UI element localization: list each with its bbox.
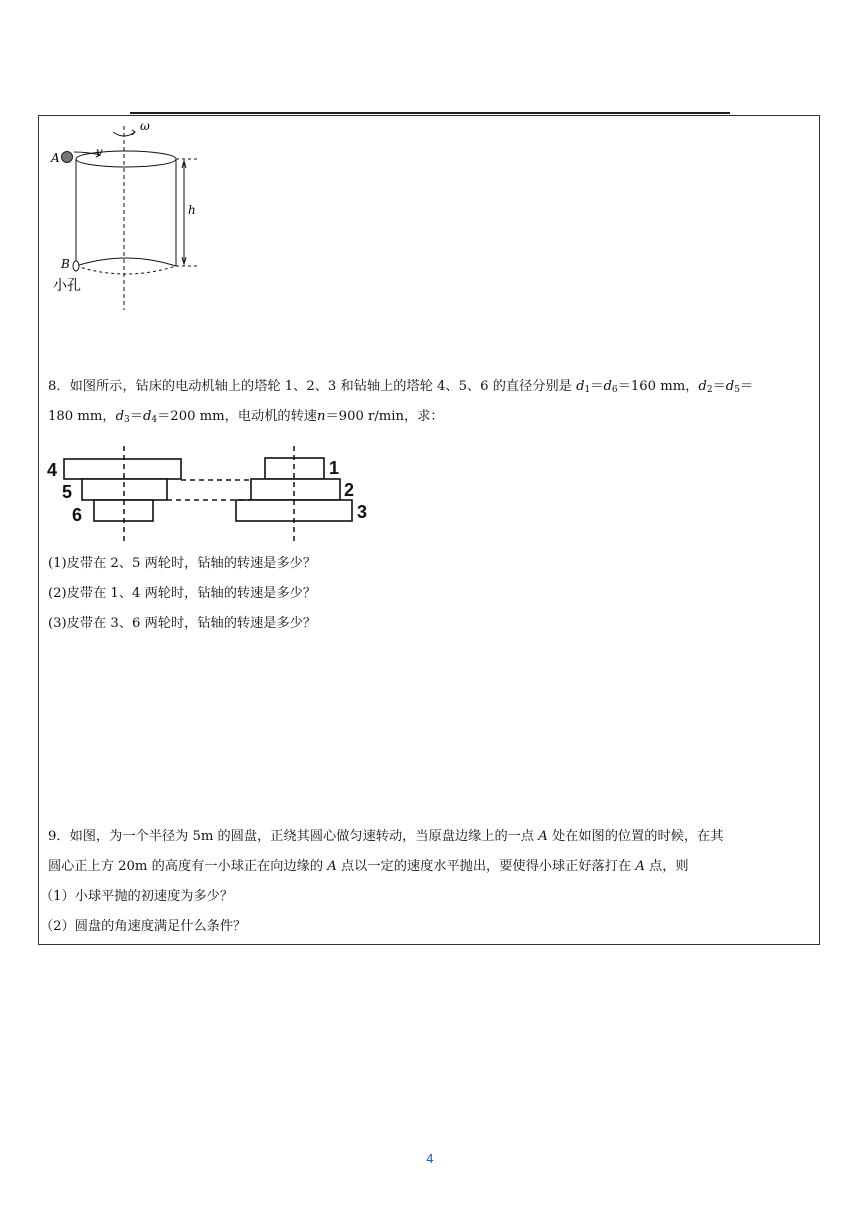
q9-point-a: A [538,829,548,844]
q9-line1 [48,828,723,846]
q8-sub2: (2)皮带在 1、4 两轮时，钻轴的转速是多少？ [48,586,317,601]
hole-label: 小孔 [53,278,81,294]
q8-line1: 8．如图所示，钻床的电动机轴上的塔轮 1、2、3 和钻轴上的塔轮 4、5、6 的直径分别是 $d_1=d_6=160$ mm，$d_2=d_5=$ [48,379,754,395]
cylinder-figure [48,118,218,318]
pulley-3-label: 3 [357,502,368,522]
pulley-5-label: 5 [62,482,73,502]
stepped-pulley-figure [44,446,368,546]
q8-d1-value: ＝160 mm， [617,379,699,394]
q8-d2-value: 180 mm， [48,409,116,424]
q9-text-2: 处在如图的位置的时候，在其 [551,829,724,844]
header-rule [130,112,730,114]
pulley-1-label: 1 [329,458,340,478]
q8-sub1: (1)皮带在 2、5 两轮时，钻轴的转速是多少？ [48,556,317,571]
q9-text-4: 点以一定的速度水平抛出，要使得小球正好落打在 [340,859,632,874]
q8-intro: 8．如图所示，钻床的电动机轴上的塔轮 1、2、3 和钻轴上的塔轮 4、5、6 的直径分别是 [48,379,572,394]
q8-d3-value: ＝200 mm，电动机的转速 [157,409,317,424]
q9-sub2: （2）圆盘的角速度满足什么条件？ [40,919,247,934]
q9-line2 [48,858,689,876]
q8-line2: 180 mm，$d_3=d_4=200$ mm，电动机的转速n＝900 r/min，求： [48,409,444,425]
pulley-2-label: 2 [344,480,355,500]
point-a-label: A [51,151,60,165]
omega-label: ω [140,119,150,133]
q9-text-1: 9．如图，为一个半径为 5m 的圆盘，正绕其圆心做匀速转动，当原盘边缘上的一点 [48,829,535,844]
q9-text-5: 点，则 [649,859,689,874]
q9-text-3: 圆心正上方 20m 的高度有一小球正在向边缘的 [48,859,324,874]
q8-sub3: (3)皮带在 3、6 两轮时，钻轴的转速是多少？ [48,616,317,631]
q8-d2-eq: ＝ [739,379,754,394]
page-number: 4 [426,1152,434,1166]
point-b-label: B [61,257,70,271]
height-label: h [188,203,196,217]
q9-sub1: （1）小球平抛的初速度为多少？ [40,889,234,904]
q9-point-a-3: A [635,859,645,874]
pulley-6-label: 6 [72,505,83,525]
pulley-4-label: 4 [47,460,58,480]
q9-point-a-2: A [327,859,337,874]
velocity-label: v [96,145,103,159]
q8-speed: ＝900 r/min，求： [325,409,444,424]
